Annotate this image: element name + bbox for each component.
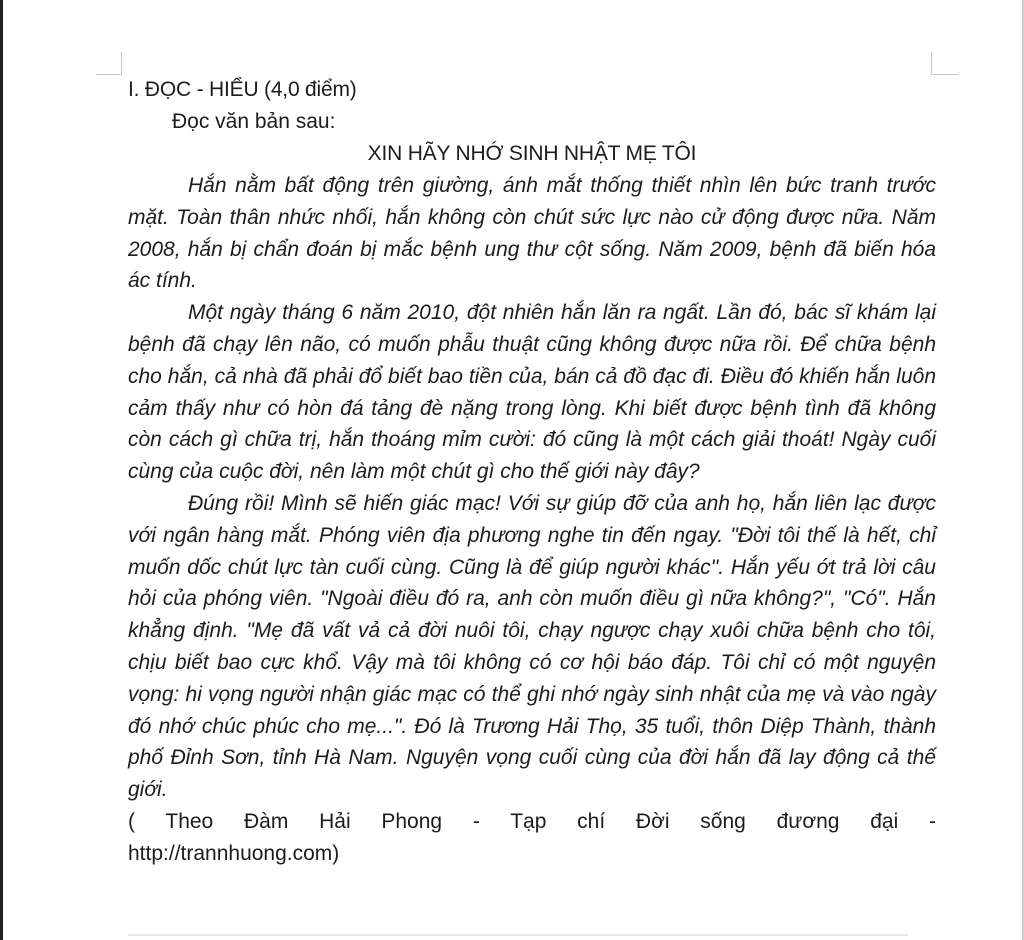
section-heading: I. ĐỌC - HIỂU (4,0 điểm) — [128, 78, 357, 101]
source-url: http://trannhuong.com) — [128, 841, 340, 865]
left-border — [0, 0, 3, 940]
story-paragraph: Hắn nằm bất động trên giường, ánh mắt thống thiết nhìn lên bức tranh trước mặt. Toàn thân nhức nhối, hắn không còn chút sức lực nào cử động được nữa. Năm 2008, hắn bị chẩn đoán bị mắc bệnh ung thư cột sống. Năm 2009, bệnh đã biến hóa ác tính. — [128, 174, 936, 293]
document-page — [128, 74, 936, 870]
source-citation: ( Theo Đàm Hải Phong - Tạp chí Đời sống đương đại - — [128, 809, 936, 833]
story-paragraph: Đúng rồi! Mình sẽ hiến giác mạc! Với sự giúp đỡ của anh họ, hắn liên lạc được với ngân hàng mắt. Phóng viên địa phương nghe tin đến ngay. "Đời tôi thế là hết, chỉ muốn dốc chút lực tàn cuối cùng. Cũng là để giúp người khác". Hắn yếu ớt trả lời câu hỏi của phóng viên. "Ngoài điều đó ra, anh còn muốn điều gì nữa không?", "Có". Hắn khẳng định. "Mẹ đã vất vả cả đời nuôi tôi, chạy ngược chạy xuôi chữa bệnh cho tôi, chịu biết bao cực khổ. Vậy mà tôi không có cơ hội báo đáp. Tôi chỉ có một nguyện vọng: hi vọng người nhận giác mạc có thể ghi nhớ ngày sinh nhật của mẹ và vào ngày đó nhớ chúc phúc cho mẹ...". Đó là Trương Hải Thọ, 35 tuổi, thôn Diệp Thành, thành phố Đỉnh Sơn, tỉnh Hà Nam. Nguyện vọng cuối cùng của đời hắn đã lay động cả thế giới. — [128, 491, 936, 802]
crop-mark-top-left — [96, 52, 122, 75]
crop-mark-top-right — [931, 52, 959, 75]
story-title: XIN HÃY NHỚ SINH NHẬT MẸ TÔI — [367, 142, 697, 165]
instruction-text: Đọc văn bản sau: — [172, 110, 336, 133]
page-bottom-edge — [128, 934, 908, 936]
story-paragraph: Một ngày tháng 6 năm 2010, đột nhiên hắn lăn ra ngất. Lần đó, bác sĩ khám lại bệnh đã chạy lên não, có muốn phẫu thuật cũng không được nữa rồi. Để chữa bệnh cho hắn, cả nhà đã phải đổ biết bao tiền của, bán cả đồ đạc đi. Điều đó khiến hắn luôn cảm thấy như có hòn đá tảng đè nặng trong lòng. Khi biết được bệnh tình đã không còn cách gì chữa trị, hắn thoáng mỉm cười: đó cũng là một cách giải thoát! Ngày cuối cùng của cuộc đời, nên làm một chút gì cho thế giới này đây? — [128, 301, 936, 484]
